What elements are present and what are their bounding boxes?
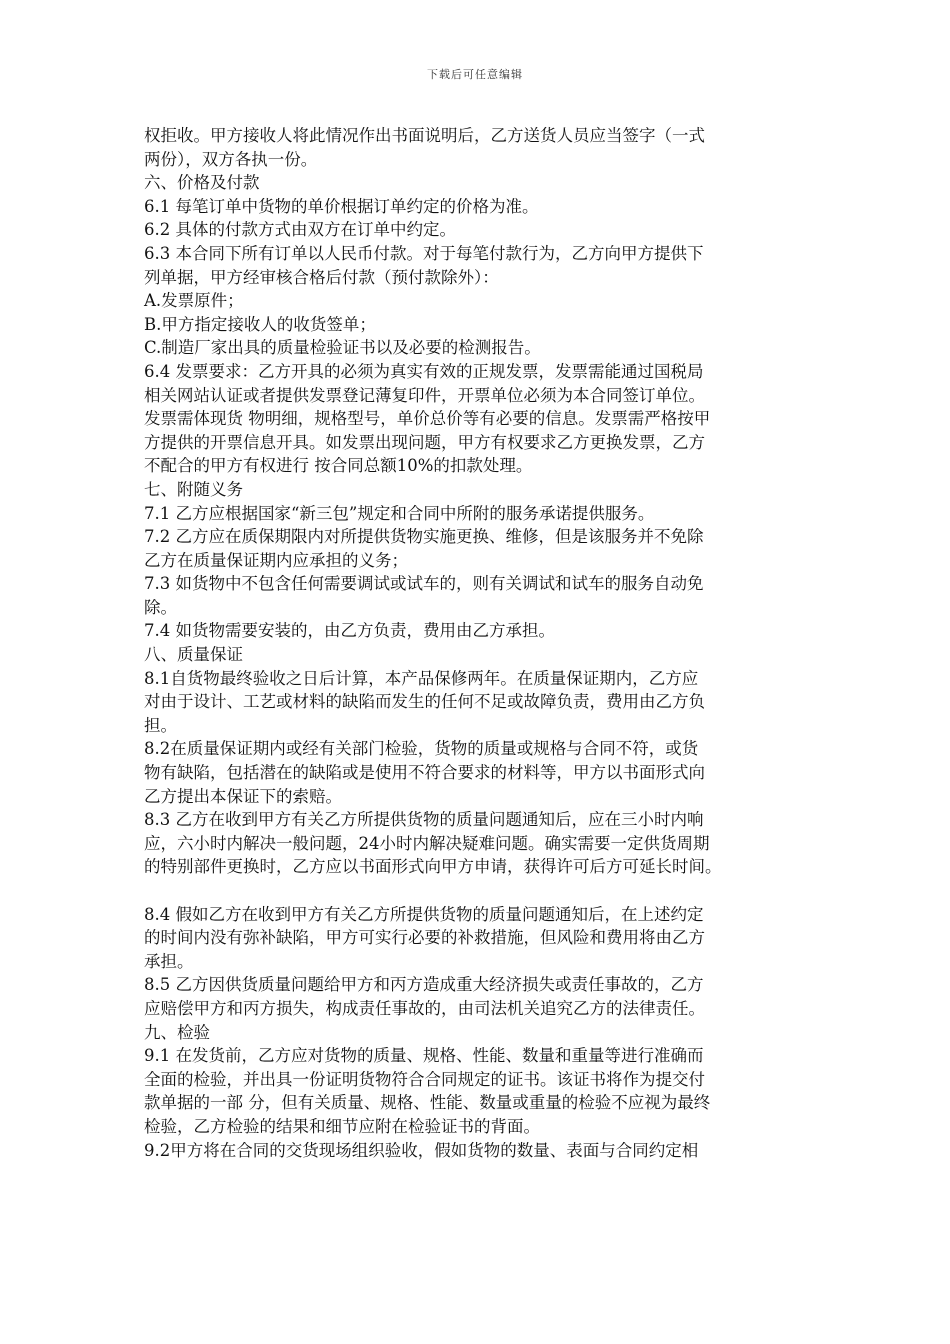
document-body [144,124,824,1162]
text-line: 的时间内没有弥补缺陷，甲方可实行必要的补救措施，但风险和费用将由乙方 [144,928,705,948]
text-line: C.制造厂家出具的质量检验证书以及必要的检测报告。 [144,338,541,358]
text-line: 全面的检验，并出具一份证明货物符合合同规定的证书。该证书将作为提交付 [144,1069,705,1089]
text-line: 六、价格及付款 [144,173,260,193]
text-line: 6.1 每笔订单中货物的单价根据订单约定的价格为准。 [144,196,539,216]
text-line: 对由于设计、工艺或材料的缺陷而发生的任何不足或故障负责，费用由乙方负 [144,692,705,712]
text-line: 九、检验 [144,1022,210,1042]
text-line: 7.4 如货物需要安装的，由乙方负责，费用由乙方承担。 [144,621,555,641]
text-line: 7.1 乙方应根据国家“新三包”规定和合同中所附的服务承诺提供服务。 [144,503,655,523]
text-line: 9.1 在发货前，乙方应对货物的质量、规格、性能、数量和重量等进行准确而 [144,1046,704,1066]
text-line: 担。 [144,715,177,735]
text-line: 承担。 [144,951,194,971]
text-line: 6.2 具体的付款方式由双方在订单中约定。 [144,220,456,240]
text-line: 7.2 乙方应在质保期限内对所提供货物实施更换、维修，但是该服务并不免除 [144,527,704,547]
text-line: 8.3 乙方在收到甲方有关乙方所提供货物的质量问题通知后，应在三小时内响 [144,810,704,830]
text-line: 不配合的甲方有权进行 按合同总额10%的扣款处理。 [144,456,533,476]
text-line: A.发票原件； [144,291,244,311]
page-header: 下载后可任意编辑 [427,68,523,81]
text-line: 八、质量保证 [144,645,243,665]
text-line: 应，六小时内解决一般问题，24小时内解决疑难问题。确实需要一定供货周期 [144,833,710,853]
text-line: 乙方提出本保证下的索赔。 [144,786,342,806]
text-line: 8.2在质量保证期内或经有关部门检验，货物的质量或规格与合同不符，或货 [144,739,699,759]
text-line: 8.5 乙方因供货质量问题给甲方和丙方造成重大经济损失或责任事故的，乙方 [144,975,704,995]
text-line: 款单据的一部 分，但有关质量、规格、性能、数量或重量的检验不应视为最终 [144,1093,711,1113]
text-line: 8.4 假如乙方在收到甲方有关乙方所提供货物的质量问题通知后，在上述约定 [144,904,704,924]
text-line: 乙方在质量保证期内应承担的义务； [144,550,408,570]
text-line: 七、附随义务 [144,479,243,499]
text-line: 发票需体现货 物明细，规格型号，单价总价等有必要的信息。发票需严格按甲 [144,409,711,429]
text-line: 检验，乙方检验的结果和细节应附在检验证书的背面。 [144,1116,540,1136]
text-line: 9.2甲方将在合同的交货现场组织验收，假如货物的数量、表面与合同约定相 [144,1140,699,1160]
text-line: 两份），双方各执一份。 [144,149,318,169]
text-line: B.甲方指定接收人的收货签单； [144,314,376,334]
text-line: 应赔偿甲方和丙方损失，构成责任事故的，由司法机关追究乙方的法律责任。 [144,998,705,1018]
text-line: 列单据，甲方经审核合格后付款（预付款除外）： [144,267,499,287]
text-line: 的特别部件更换时，乙方应以书面形式向甲方申请，获得许可后方可延长时间。 [144,857,722,877]
text-line: 方提供的开票信息开具。如发票出现问题，甲方有权要求乙方更换发票，乙方 [144,432,705,452]
text-line: 物有缺陷，包括潜在的缺陷或是使用不符合要求的材料等，甲方以书面形式向 [144,763,705,783]
text-line: 8.1自货物最终验收之日后计算，本产品保修两年。在质量保证期内，乙方应 [144,668,699,688]
blank-line [144,879,824,903]
text-line: 除。 [144,597,177,617]
text-line: 权拒收。甲方接收人将此情况作出书面说明后，乙方送货人员应当签字（一式 [144,126,705,145]
text-line: 6.3 本合同下所有订单以人民币付款。对于每笔付款行为，乙方向甲方提供下 [144,243,704,263]
text-line: 相关网站认证或者提供发票登记薄复印件，开票单位必须为本合同签订单位。 [144,385,705,405]
text-line: 6.4 发票要求：乙方开具的必须为真实有效的正规发票，发票需能通过国税局 [144,361,704,381]
text-line: 7.3 如货物中不包含任何需要调试或试车的，则有关调试和试车的服务自动免 [144,574,704,594]
